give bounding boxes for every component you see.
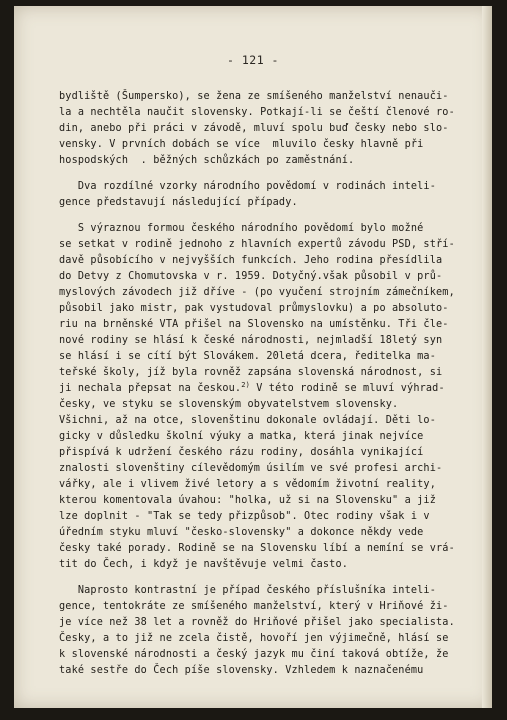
text-line: riu na brněnské VTA přišel na Slovensko na umístěnku. Tři čle- bbox=[59, 319, 449, 330]
text-line: gence, tentokráte ze smíšeného manželství, který v Hriňové ži- bbox=[59, 601, 449, 612]
text-line-tail: V této rodině se mluví výhrad- bbox=[249, 383, 445, 394]
text-line: tit do Čech, i když je navštěvuje velmi často. bbox=[59, 559, 349, 570]
text-line: se hlásí i se cítí být Slovákem. 20letá dcera, ředitelka ma- bbox=[59, 351, 437, 362]
text-line: hospodských . běžných schůzkách po zaměstnání. bbox=[59, 155, 355, 166]
text-line: se setkat v rodině jednoho z hlavních expertů závodu PSD, stří- bbox=[59, 239, 455, 250]
body-text bbox=[59, 89, 464, 679]
text-line: úředním styku mluví "česko-slovensky" a dokonce někdy vede bbox=[59, 527, 424, 538]
text-line: gicky v důsledku školní výuky a matka, která jinak nejvíce bbox=[59, 431, 424, 442]
text-line-with-footnote bbox=[59, 381, 464, 397]
text-line: česky, ve styku se slovenským obyvatelstvem slovensky. bbox=[59, 399, 399, 410]
text-line: Dva rozdílné vzorky národního povědomí v rodinách inteli- bbox=[59, 181, 437, 192]
text-line: také sestře do Čech píše slovensky. Vzhledem k naznačenému bbox=[59, 665, 424, 676]
text-line: teřské školy, jíž byla rovněž zapsána slovenská národnost, si bbox=[59, 367, 443, 378]
text-line: gence představují následující případy. bbox=[59, 197, 298, 208]
text-line: ji nechala přepsat na českou. bbox=[59, 383, 242, 394]
text-line: česky také porady. Rodině se na Slovensku líbí a nemíní se vrá- bbox=[59, 543, 455, 554]
document-page bbox=[14, 6, 492, 708]
text-line: Všichni, až na otce, slovenštinu dokonale ovládají. Děti lo- bbox=[59, 415, 437, 426]
text-line: vensky. V prvních dobách se více mluvilo česky hlavně při bbox=[59, 139, 424, 150]
text-line: davě působícího v nejvyšších funkcích. Jeho rodina přesídlila bbox=[59, 255, 443, 266]
text-line: působil jako mistr, pak vystudoval průmyslovku) a po absoluto- bbox=[59, 303, 449, 314]
text-line: Naprosto kontrastní je případ českého příslušníka inteli- bbox=[59, 585, 437, 596]
text-line: je více než 38 let a rovněž do Hriňové přišel jako specialista. bbox=[59, 617, 455, 628]
text-line: k slovenské národnosti a český jazyk mu činí taková obtíže, že bbox=[59, 649, 449, 660]
text-line: kterou komentovala úvahou: "holka, už si na Slovensku" a již bbox=[59, 495, 437, 506]
text-line: znalosti slovenštiny cílevědomým úsilím ve své profesi archi- bbox=[59, 463, 443, 474]
paragraph bbox=[59, 89, 464, 169]
text-line: do Detvy z Chomutovska v r. 1959. Dotyčný.však působil v prů- bbox=[59, 271, 443, 282]
text-line: S výraznou formou českého národního povědomí bylo možné bbox=[59, 223, 424, 234]
footnote-marker: 2) bbox=[241, 381, 250, 389]
page-spine-shadow bbox=[482, 6, 492, 708]
paragraph bbox=[59, 179, 464, 211]
paragraph bbox=[59, 221, 464, 573]
text-line: přispívá k udržení českého rázu rodiny, dosáhla vynikající bbox=[59, 447, 424, 458]
text-line: nové rodiny se hlásí k české národnosti, nejmladší 18letý syn bbox=[59, 335, 443, 346]
text-line: din, anebo při práci v závodě, mluví spolu buď česky nebo slo- bbox=[59, 123, 449, 134]
text-line: la a nechtěla naučit slovensky. Potkají-li se čeští členové ro- bbox=[59, 107, 455, 118]
paragraph bbox=[59, 583, 464, 679]
text-line: lze doplnit - "Tak se tedy přizpůsob". Otec rodiny však i v bbox=[59, 511, 430, 522]
text-line: bydliště (Šumpersko), se žena ze smíšeného manželství nenauči- bbox=[59, 91, 449, 102]
text-line: vářky, ale i vlivem živé letory a s vědomím životní reality, bbox=[59, 479, 437, 490]
text-line: Česky, a to již ne zcela čistě, hovoří jen výjimečně, hlásí se bbox=[59, 633, 449, 644]
text-line: myslových závodech již dříve - (po vyučení strojním zámečníkem, bbox=[59, 287, 455, 298]
page-number: - 121 - bbox=[227, 53, 279, 67]
